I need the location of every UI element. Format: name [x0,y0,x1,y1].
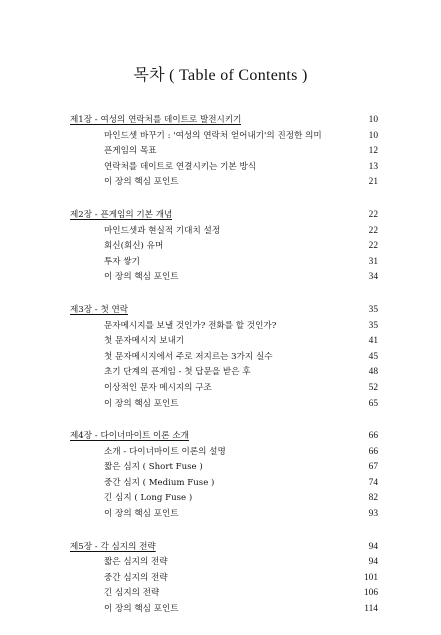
entry-page-number: 106 [363,588,378,599]
chapter-title: 제5장 - 각 심지의 전략 [70,541,156,552]
toc-entry-row [70,381,378,397]
toc-entry-row [70,319,378,335]
chapter-title: 제4장 - 다이너마이트 이론 소개 [70,431,189,442]
toc-entry-row [70,397,378,413]
toc-chapter-section [70,429,378,523]
toc-title: 목차 ( Table of Contents ) [133,67,308,84]
toc-entry-row [70,586,378,602]
entry-page-number: 13 [368,161,378,172]
entry-title: 중간 심지의 전략 [104,572,168,583]
toc-entry-row [70,239,378,255]
chapter-page-number: 35 [368,304,378,315]
entry-title: 회신(회신) 유머 [104,241,164,252]
toc-chapter-section [70,113,378,191]
chapter-title: 제2장 - 픈게임의 기본 개념 [70,209,173,220]
entry-page-number: 94 [368,557,378,568]
entry-title: 문자메시지를 보낼 것인가? 전화를 할 것인가? [104,320,277,331]
entry-page-number: 52 [368,382,378,393]
toc-entry-row [70,224,378,240]
toc-entry-row [70,571,378,587]
entry-title: 첫 문자메시지 보내기 [104,336,185,347]
entry-page-number: 10 [368,130,378,141]
toc-entry-row [70,602,378,618]
toc-entry-row [70,144,378,160]
entry-page-number: 22 [368,241,378,252]
entry-title: 짧은 심지 ( Short Fuse ) [104,462,203,473]
entry-title: 중간 심지 ( Medium Fuse ) [104,477,215,488]
entry-title: 이상적인 문자 메시지의 구조 [104,382,212,393]
toc-entry-row [70,129,378,145]
toc-chapter-section [70,540,378,618]
entry-title: 이 장의 핵심 포인트 [104,604,179,615]
entry-page-number: 22 [368,225,378,236]
toc-entry-row [70,555,378,571]
entry-title: 마인드셋과 현실적 기대치 설정 [104,225,221,236]
chapter-title: 제1장 - 여성의 연락처를 데이트로 발전시키기 [70,115,242,125]
entry-page-number: 114 [364,604,378,615]
toc-chapter-row [70,208,378,224]
entry-page-number: 101 [363,572,378,583]
entry-page-number: 35 [368,320,378,331]
entry-page-number: 21 [368,177,378,188]
entry-title: 이 장의 핵심 포인트 [104,272,179,283]
toc-entry-row [70,175,378,191]
toc-entry-row [70,255,378,271]
entry-page-number: 67 [368,462,378,473]
entry-page-number: 93 [368,509,378,520]
entry-title: 이 장의 핵심 포인트 [104,509,179,520]
toc-chapter-row [70,303,378,319]
entry-title: 초기 단계의 픈게임 - 첫 답문을 받은 후 [104,367,251,378]
toc-chapter-row [70,429,378,445]
table-of-contents [70,113,378,635]
entry-page-number: 41 [368,336,378,347]
entry-page-number: 74 [368,477,378,488]
entry-page-number: 34 [368,272,378,283]
entry-title: 연락처를 데이트로 연결시키는 기본 방식 [104,161,257,172]
chapter-page-number: 10 [368,115,378,125]
toc-chapter-row [70,540,378,556]
entry-title: 긴 심지 ( Long Fuse ) [104,493,193,504]
toc-entry-row [70,476,378,492]
entry-title: 투자 쌓기 [104,256,140,267]
chapter-page-number: 66 [368,431,378,442]
entry-page-number: 66 [368,446,378,457]
toc-entry-row [70,334,378,350]
chapter-page-number: 94 [368,541,378,552]
toc-chapter-section [70,208,378,286]
entry-page-number: 82 [368,493,378,504]
entry-page-number: 31 [368,256,378,267]
toc-entry-row [70,491,378,507]
entry-title: 소개 - 다이너마이트 이론의 설명 [104,446,226,457]
chapter-page-number: 22 [368,209,378,220]
entry-title: 짧은 심지의 전략 [104,557,168,568]
toc-entry-row [70,445,378,461]
chapter-title: 제3장 - 첫 연락 [70,304,129,315]
entry-title: 이 장의 핵심 포인트 [104,398,179,409]
toc-entry-row [70,350,378,366]
entry-title: 마인드셋 바꾸기 : '여성의 연락처 얻어내기'의 진정한 의미 [104,130,322,141]
toc-entry-row [70,460,378,476]
entry-title: 첫 문자메시지에서 주로 저지르는 3가지 실수 [104,351,273,362]
toc-entry-row [70,160,378,176]
entry-page-number: 12 [368,146,378,157]
entry-page-number: 45 [368,351,378,362]
entry-page-number: 48 [368,367,378,378]
toc-entry-row [70,270,378,286]
toc-entry-row [70,507,378,523]
toc-entry-row [70,365,378,381]
entry-page-number: 65 [368,398,378,409]
entry-title: 이 장의 핵심 포인트 [104,177,179,188]
toc-chapter-section [70,303,378,412]
entry-title: 픈게임의 목표 [104,146,157,157]
entry-title: 긴 심지의 전략 [104,588,160,599]
toc-chapter-row [70,113,378,129]
